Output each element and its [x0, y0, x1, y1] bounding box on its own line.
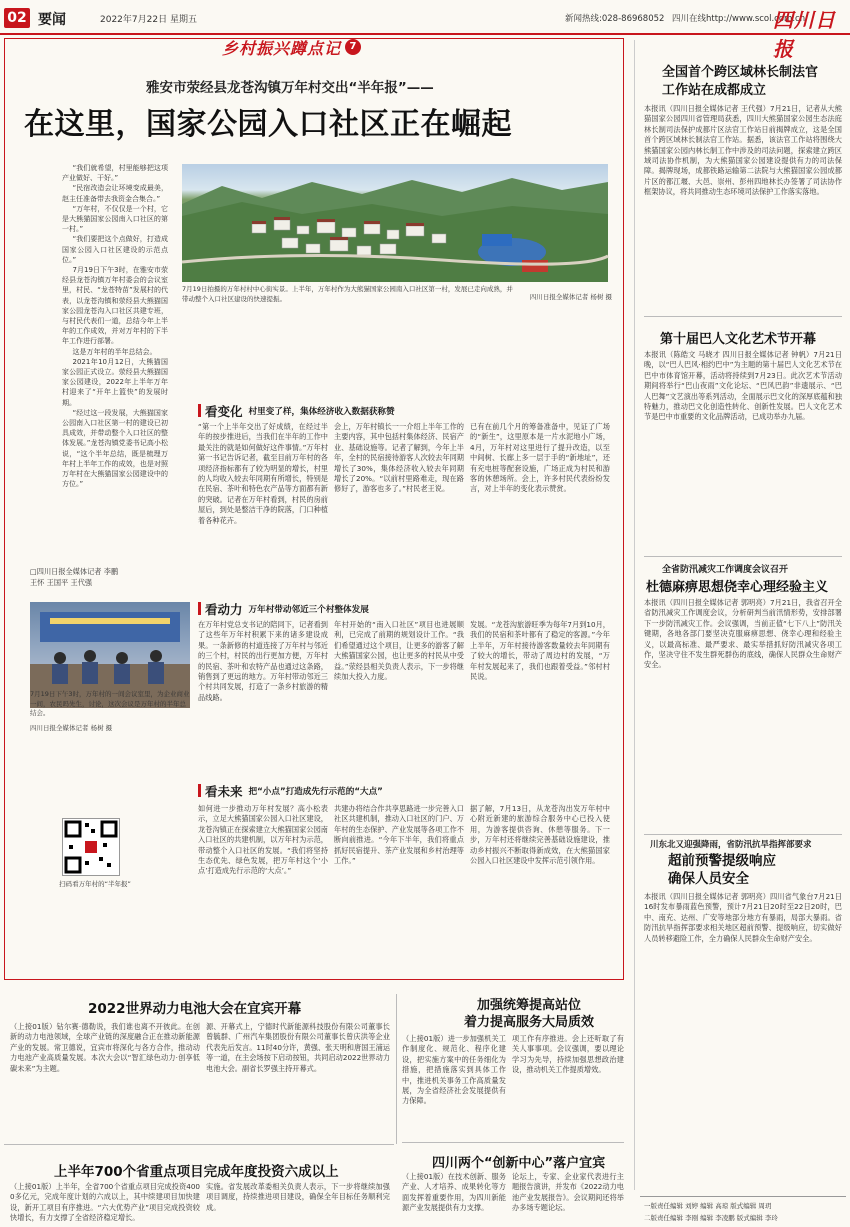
bottom-article-1-col: 源、开幕式上，宁德时代新能源科技股份有限公司董事长曾毓群、广州汽车集团股份有限公司董事长曾庆洪等企业代表先后发言。11时40分许，黄强、张天明和唐国王浦运等一道，在主会场按下启动按钮，共同启动2022世界动力电池大会。副省长罗强主持开幕式。: [206, 1022, 390, 1073]
section-name: 要闻: [38, 12, 66, 28]
section-change-col: “第一个上半年交出了好成绩，在经过半年的按步推进后，当我们在半年的工作中最关注的就是如何做好这件事情。”万年村第一书记告诉记者，截至目前万年村的各项经济指标都有了较为明显的增长，村里的人均收入较去年同期有所增长，特别是在民宿、茶叶和特色农产品等方面都有新的突破。记者在万年村看到，村民的房前屋后，到处是整洁干净的院落，门口种植着各种花卉。: [198, 422, 328, 525]
section-momentum-col: 年村开始的“南入口社区”项目也进展顺利，已完成了前期的规划设计工作。“我们希望通过这个项目，让更多的游客了解大熊猫国家公园，也让更多的村民从中受益。”荥经县相关负责人表示，下一步将继续加大投入力度。: [334, 620, 464, 682]
section-subtitle: 把“小点”打造成先行示范的“大点”: [248, 786, 383, 797]
header-rule: [0, 33, 850, 35]
lead-paragraph: “经过这一段发展，大熊猫国家公园南入口社区第一村的建设已初具成效，并带动整个入口社区的整体发展。”龙苍沟镇党委书记高小松说，“这个半年总结，既是梳理万年村上半年工作的成效，也是对照万年村在大熊猫国家公园建设中的方位。”: [62, 408, 168, 489]
right-column-divider: [634, 40, 635, 1190]
lead-paragraph: “我们要把这个点做好，打造成国家公园入口社区建设的示范点位。”: [62, 235, 168, 264]
bottom-article-2-col: 项工作有序推进。会上还听取了有关人事事项。会议强调，要以理论学习为先导，持续加强思想政治建设，推动机关工作提质增效。: [512, 1034, 624, 1075]
issue-date: 2022年7月22日 星期五: [100, 15, 197, 25]
bottom-article-2-col: （上接01版）进一步加强机关工作制度化、规范化、程序化建设，把实施方案中的任务细化为措施，把措施落实到具体工作中，推进机关事务工作高质量发展，为全省经济社会发展提供有力保障。: [402, 1034, 506, 1106]
right-divider: [644, 834, 842, 835]
right-article-4-body: 本报讯（四川日报全媒体记者 郭明亮）四川省气象台7月21日16时发布暴雨蓝色预警，预计7月21日20时至22日20时，巴中、南充、达州、广安等地部分地方有暴雨，局部大暴雨。省防汛抗旱指挥部要求相关地区超前预警、提级响应，切实做好人员转移避险工作，全力确保人民群众生命财产安全。: [644, 892, 842, 943]
right-article-2-title: 第十届巴人文化艺术节开幕: [660, 332, 817, 347]
bottom-article-3-col: （上接01版）在技术创新、服务产业、人才培养、成果转化等方面发挥着重要作用，为四川新能源产业发展提供有力支撑。: [402, 1172, 506, 1213]
bottom-article-4-col: （上接01版）上半年，全省700个省重点项目完成投资4000多亿元，完成年度计划的六成以上，其中续建项目加快建设，新开工项目有序推进。“六大优势产业”项目完成投资较快增长，有力支撑了全省经济稳定增长。: [10, 1182, 200, 1223]
right-article-3-kicker: 全省防汛减灾工作调度会议召开: [662, 565, 789, 575]
masthead-logo: 四川日报: [773, 8, 836, 61]
news-hotline: 新闻热线:028-86968052: [565, 14, 665, 24]
right-article-2-body: 本报讯（陈皓文 马晓才 四川日报全媒体记者 钟帆）7月21日晚，以“巴人巴风·相约巴中”为主题的第十届巴人文化艺术节在巴中市体育馆开幕，活动将持续到7月23日。此次艺术节活动期间将举行“巴山夜雨”文化论坛、“巴风巴韵”非遗展示、“巴人巴舞”文艺演出等系列活动，全面展示巴文化的深厚底蕴和独特魅力，推动巴文化创造性转化、创新性发展。巴人文化艺术节是巴中市重要的文化品牌活动，已成功举办九届。: [644, 350, 842, 422]
bottom-article-1-title-main: 2022世界动力电池大会在宜宾开幕: [88, 997, 301, 1017]
right-divider: [644, 556, 842, 557]
section-keyword: 看变化: [205, 403, 243, 419]
right-article-3-body: 本报讯（四川日报全媒体记者 郭明亮）7月21日，我省召开全省防汛减灾工作调度会议，分析研判当前汛情形势，安排部署下一步防汛减灾工作。会议强调，当前正值“七下八上”防汛关键期，各地各部门要坚决克服麻痹思想、侥幸心理和经验主义，以最高标准、最严要求、最实举措抓好防汛减灾各项工作，坚决守住不发生群死群伤的底线，确保人民群众生命财产安全。: [644, 598, 842, 670]
section-future-col: 如何进一步推动万年村发展？高小松表示，立足大熊猫国家公园入口社区建设，龙苍沟镇正在探索建立大熊猫国家公园南入口社区的共建机制，以万年村为示范，带动整个入口社区的发展。“我们将坚持生态优先、绿色发展，把万年村这个‘小点’打造成先行示范的‘大点’。”: [198, 804, 328, 876]
series-banner-text: 乡村振兴蹲点记: [222, 38, 342, 58]
section-keyword: 看动力: [205, 601, 243, 617]
section-change-col: 已有在前几个月的筹备准备中，见证了广场的“新生”，这里原本是一片水泥地小广场，4月，万年村对这里进行了提升改造，以至中间树、长廊上多一层于手的“新地址”，还有充电桩等配套设施，广场正成为村民和游客的休憩场所。会上，许多村民代表纷纷发言，对上半年的变化表示赞赏。: [470, 422, 610, 494]
meeting-photo-credit: 四川日报全媒体记者 杨树 摄: [30, 724, 113, 732]
meeting-photo-caption: 7月19日下午3时，万年村的一间会议室里，为企业商业一间，农民吗先生，讨论，这次会议是万年村的半年总结会。: [30, 690, 190, 717]
section-subtitle: 村里变了样，集体经济收入数据获称赞: [248, 406, 395, 417]
section-future-col: 共建办将结合作共享思路进一步完善入口社区共建机制，推动入口社区的门户、万年村的生态保护、产业发展等各项工作不断向前推进。“今年下半年，我们将重点抓好民宿提升、茶产业发展和乡村治理等工作。”: [334, 804, 464, 866]
lead-paragraph: 这是万年村的半年总结会。: [72, 347, 157, 356]
section-keyword: 看未来: [205, 783, 243, 799]
bottom-article-2-title: 加强统筹提高站位 着力提高服务大局质效: [463, 998, 594, 1030]
section-momentum-col: 发展。“龙苍沟旅游旺季为每年7月到10月，我们的民宿和茶叶都有了稳定的客源。”今年上半年，万年村接待游客数量较去年同期有了较大的增长，带动了周边村的发展，“万年村发展起来了，我们也跟着受益。”邻村村民说。: [470, 620, 610, 682]
bottom-column-divider: [396, 994, 397, 1144]
bottom-article-3-col: 论坛上，专家、企业家代表进行主题报告演讲，并发布《2022动力电池产业发展报告》。会议期间还将举办多场专题论坛。: [512, 1172, 624, 1213]
bottom-article-1-col: （上接01版）钻尔赛·德勒说，我们谁也离不开彼此。在创新的动力电池领域，全球产业链的深度融合正在推动新能源产业的发展。常卫德说，宜宾市将深化与各方合作，推动动力电池产业高质量发展。本次大会以“智汇绿色动力·创享低碳未来”为主题。: [10, 1022, 200, 1073]
aerial-photo-credit: 四川日报全媒体记者 杨树 摄: [529, 293, 612, 301]
feature-byline: □四川日报全媒体记者 李鹏 王怀 王国平 王代强: [30, 567, 119, 587]
right-article-1-body: 本报讯（四川日报全媒体记者 王代强）7月21日，记者从大熊猫国家公园四川省管理局获悉，四川大熊猫国家公园生态法庭林长制司法保护成都片区法官工作站日前揭牌成立，这是全国首个跨区域林长制法官工作站。据悉，该法官工作站将围绕大熊猫国家公园内林长制工作中涉及的司法问题，探索建立跨区域司法协作机制，为大熊猫国家公园建设提供有力的司法保障。揭牌现场，成都铁路运输第二法院与大熊猫国家公园成都片区的都江堰、大邑、崇州、彭州四地林长办签署了司法协作框架协议，将共同推动生态环境司法保护工作落实落地。: [644, 104, 842, 197]
lead-paragraph: “万年村，不仅仅是一个村，它是大熊猫国家公园南入口社区的第一村。”: [62, 204, 168, 234]
aerial-photo-caption: 7月19日拍摄的万年村村中心街实景。上半年，万年村作为大熊猫国家公园南入口社区第一村，发展已走向成熟，并带动整个入口社区建设的快速提振。: [182, 285, 513, 303]
section-subtitle: 万年村带动邻近三个村整体发展: [248, 604, 369, 615]
section-momentum-col: 在万年村党总支书记的陪同下，记者看到了这些年万年村积累下来的诸多建设成果。一条新修的村道连接了万年村与邻近的三个村，村民的出行更加方便，万年村的民宿、茶叶和农特产品也通过这条路，销售到了更远的地方。万年村带动邻近三个村共同发展，打造了一条乡村旅游的精品线路。: [198, 620, 328, 702]
footer-rule: [640, 1196, 846, 1197]
lead-paragraph: 2021年10月12日，大熊猫国家公园正式设立。荥经县大熊猫国家公园建设，2022年上半年万年村迎来了“开年上篮快”的发展时期。: [62, 357, 168, 407]
bottom-article-4-title: 上半年700个省重点项目完成年度投资六成以上: [54, 1164, 339, 1180]
lead-paragraph: “民宿改造会让环境变成最美，赵主任准备带去我资金合集合。”: [62, 184, 168, 203]
series-number-badge: 7: [345, 39, 361, 55]
page-number-badge: 02: [4, 8, 30, 28]
bottom-divider: [402, 1142, 624, 1143]
section-future-col: 据了解，7月13日，从龙苍沟出发万年村中心附近新建的旅游综合服务中心已投入使用，为游客提供咨询、休憩等服务。下一步，万年村还将继续完善基础设施建设，推动乡村振兴不断取得新成效，在大熊猫国家公园入口社区建设中发挥示范引领作用。: [470, 804, 610, 866]
website-link[interactable]: 四川在线http://www.scol.com.cn: [672, 14, 806, 24]
feature-kicker: 雅安市荥经县龙苍沟镇万年村交出“半年报”——: [146, 80, 434, 96]
section-change-col: 会上，万年村镇长一一介绍上半年工作的主要内容，其中包括村集体经济、民宿产业、基础设施等。记者了解到，今年上半年，全村的民宿接待游客人次较去年同期增长了30%，集体经济收入较去年同期增长了20%。“以前村里路难走，现在路修好了，游客也多了。”村民老王说。: [334, 422, 464, 494]
right-article-3-title: 杜德麻痹思想侥幸心理经验主义: [646, 580, 829, 595]
right-article-4-title: 超前预警提级响应 确保人员安全: [668, 853, 776, 887]
editor-credits: 一版责任编辑 刘婷 编辑 高琼 版式编辑 周玥 二版责任编辑 李刚 编辑 李凌鹏 版式编辑 李玲: [644, 1202, 778, 1222]
bottom-article-4-col: 实施。省发展改革委相关负责人表示，下一步将继续加强项目调度，持续推进项目建设，确保全年目标任务顺利完成。: [206, 1182, 390, 1212]
right-divider: [644, 316, 842, 317]
lead-paragraph: 7月19日下午3时，在雅安市荥经县龙苍沟镇万年村委会的会议室里，村民、“龙苍特苗”发展村的代表，以龙苍沟镇和荥经县大熊猫国家公园龙苍沟入口社区共建专班，与村民代表们一道，总结今年上半年的工作成效，并对万年村的下半年工作进行部署。: [62, 266, 168, 346]
qr-caption: 扫码看万年村的“半年报”: [59, 880, 131, 888]
bottom-article-3-title: 四川两个“创新中心”落户宜宾: [432, 1156, 606, 1171]
feature-outline-border: [4, 38, 624, 980]
feature-headline: 在这里，国家公园入口社区正在崛起: [24, 107, 512, 142]
right-article-1-title: 全国首个跨区域林长制法官工作站在成都成立: [662, 65, 819, 98]
lead-paragraph: “我们就希望，村里能够把这项产业做好、干好。”: [62, 164, 168, 183]
right-article-4-kicker: 川东北又迎强降雨，省防汛抗旱指挥部要求: [650, 840, 812, 850]
bottom-divider: [4, 1144, 394, 1145]
